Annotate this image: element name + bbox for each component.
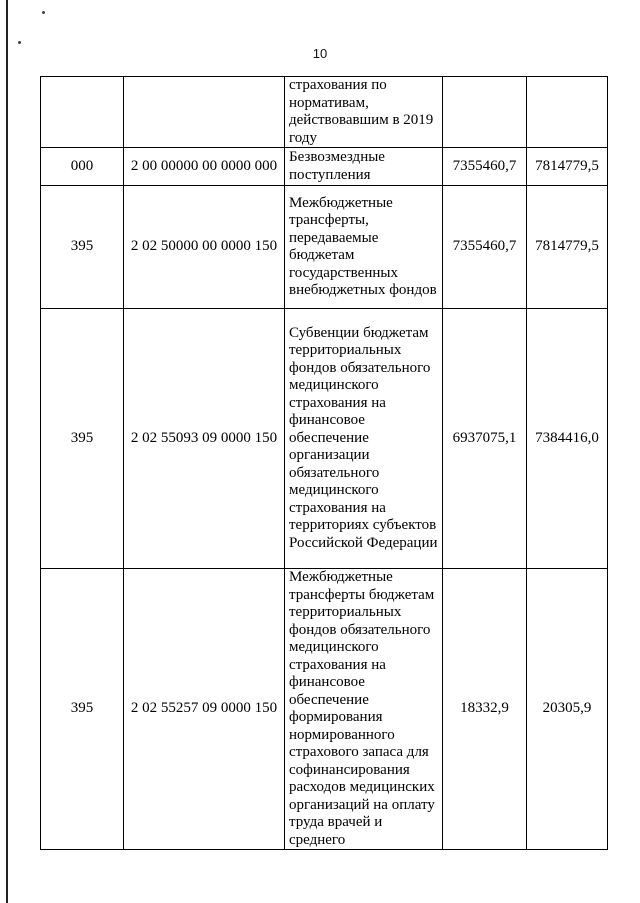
budget-classification-code-cell — [124, 77, 285, 148]
table-row — [41, 569, 608, 850]
income-name-cell: Безвозмездные поступления — [285, 148, 443, 186]
admin-code-cell: 395 — [41, 309, 124, 569]
amount-year-1-cell: 6937075,1 — [443, 309, 527, 569]
amount-year-1-cell: 7355460,7 — [443, 148, 527, 186]
amount-year-2-cell: 7814779,5 — [527, 186, 608, 309]
amount-year-1-cell: 18332,9 — [443, 569, 527, 850]
admin-code-cell: 000 — [41, 148, 124, 186]
budget-classification-code-cell: 2 02 55257 09 0000 150 — [124, 569, 285, 850]
budget-table — [40, 76, 608, 850]
income-name-cell: Субвенции бюджетам территориальных фондов обязательного медицинского страхования на финансовое обеспечение организации обязательного медицинского страхования на территориях субъектов Российской Федерации — [285, 309, 443, 569]
page-number: 10 — [312, 46, 328, 61]
admin-code-cell: 395 — [41, 186, 124, 309]
income-name-cell: Межбюджетные трансферты, передаваемые бюджетам государственных внебюджетных фондов — [285, 186, 443, 309]
table-row — [41, 148, 608, 186]
table-row — [41, 309, 608, 569]
amount-year-2-cell: 7384416,0 — [527, 309, 608, 569]
amount-year-1-cell: 7355460,7 — [443, 186, 527, 309]
budget-classification-code-cell: 2 00 00000 00 0000 000 — [124, 148, 285, 186]
budget-classification-code-cell: 2 02 50000 00 0000 150 — [124, 186, 285, 309]
income-name-cell: Межбюджетные трансферты бюджетам территориальных фондов обязательного медицинского страхования на финансовое обеспечение формирования нормированного страхового запаса для софинансирования расходов медицинских организаций на оплату труда врачей и среднего — [285, 569, 443, 850]
admin-code-cell: 395 — [41, 569, 124, 850]
scan-left-edge — [6, 0, 8, 903]
amount-year-2-cell: 20305,9 — [527, 569, 608, 850]
budget-classification-code-cell: 2 02 55093 09 0000 150 — [124, 309, 285, 569]
income-name-cell: страхования по нормативам, действовавшим в 2019 году — [285, 77, 443, 148]
table-row — [41, 77, 608, 148]
amount-year-1-cell — [443, 77, 527, 148]
amount-year-2-cell — [527, 77, 608, 148]
amount-year-2-cell: 7814779,5 — [527, 148, 608, 186]
admin-code-cell — [41, 77, 124, 148]
scan-speck — [18, 41, 21, 44]
scan-speck — [42, 11, 45, 14]
table-row — [41, 186, 608, 309]
